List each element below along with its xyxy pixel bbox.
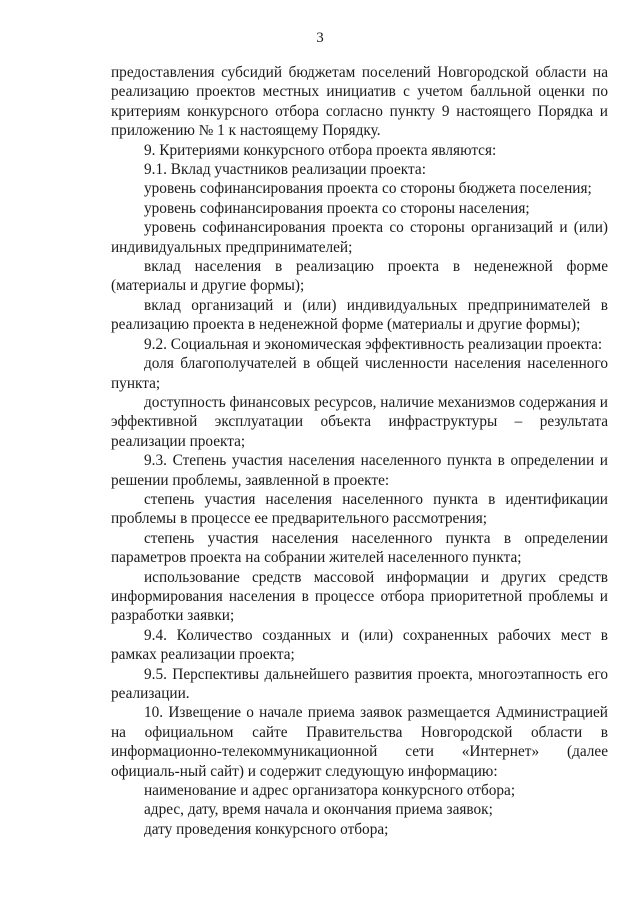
list-item: уровень софинансирования проекта со стороны бюджета поселения; — [144, 180, 592, 198]
list-item: вклад организаций и (или) индивидуальных предпринимателей в реализацию проекта в неденежной форме (материалы и другие формы); — [111, 296, 608, 334]
paragraph-10: 10. Извещение о начале приема заявок размещается Администрацией на официальном сайте Правительства Новгородской области в информационно-телекоммуникационной сети «Интернет» (далее официаль-ный сайт) и содержит следующую информацию: — [111, 704, 608, 780]
paragraph-intro-continuation: предоставления субсидий бюджетам поселений Новгородской области на реализацию проектов местных инициатив с учетом балльной оценки по критериям конкурсного отбора согласно пункту 9 настоящего Порядка и приложению № 1 к настоящему Порядку. — [111, 64, 608, 140]
document-body — [111, 63, 608, 839]
page-number: 3 — [316, 30, 324, 46]
paragraph-criteria-heading: 9. Критериями конкурсного отбора проекта являются: — [144, 141, 497, 159]
list-item: степень участия населения населенного пункта в определении параметров проекта на собрании жителей населенного пункта; — [111, 529, 608, 567]
list-item: уровень софинансирования проекта со стороны населения; — [144, 199, 530, 217]
list-item: использование средств массовой информации и других средств информирования населения в процессе отбора приоритетной проблемы и разработки заявки; — [111, 568, 608, 625]
list-item: наименование и адрес организатора конкурсного отбора; — [144, 782, 516, 800]
list-item: степень участия населения населенного пункта в идентификации проблемы в процессе ее предварительного рассмотрения; — [111, 490, 608, 528]
paragraph-9-5: 9.5. Перспективы дальнейшего развития проекта, многоэтапность его реализации. — [111, 665, 608, 702]
paragraph-9-1: 9.1. Вклад участников реализации проекта: — [144, 161, 426, 179]
paragraph-9-4: 9.4. Количество созданных и (или) сохраненных рабочих мест в рамках реализации проекта; — [111, 626, 608, 664]
list-item: дату проведения конкурсного отбора; — [144, 820, 389, 838]
paragraph-9-2: 9.2. Социальная и экономическая эффективность реализации проекта: — [144, 335, 603, 353]
list-item: уровень софинансирования проекта со стороны организаций и (или) индивидуальных предпринимателей; — [111, 219, 608, 256]
paragraph-9-3: 9.3. Степень участия населения населенного пункта в определении и решении проблемы, заявленной в проекте: — [111, 452, 608, 489]
list-item: вклад населения в реализацию проекта в неденежной форме (материалы и другие формы); — [111, 258, 608, 295]
list-item: доступность финансовых ресурсов, наличие механизмов содержания и эффективной эксплуатации объекта инфраструктуры – результата реализации проекта; — [111, 393, 608, 450]
list-item: доля благополучателей в общей численности населения населенного пункта; — [111, 355, 608, 392]
list-item: адрес, дату, время начала и окончания приема заявок; — [144, 801, 493, 819]
